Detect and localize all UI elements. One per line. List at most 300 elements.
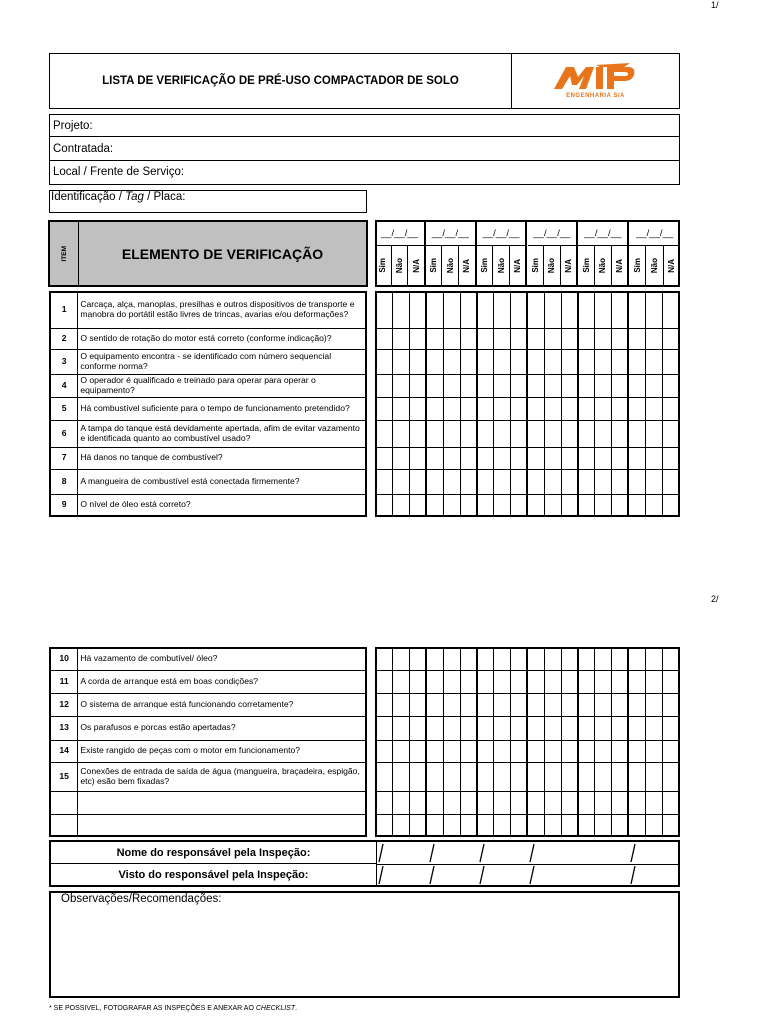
check-cell[interactable] bbox=[511, 292, 528, 328]
check-cell[interactable] bbox=[645, 670, 662, 693]
check-cell[interactable] bbox=[426, 740, 443, 762]
check-cell[interactable] bbox=[595, 328, 612, 349]
check-cell[interactable] bbox=[544, 670, 561, 693]
check-cell[interactable] bbox=[628, 469, 645, 494]
check-cell[interactable] bbox=[544, 740, 561, 762]
check-cell[interactable] bbox=[561, 374, 578, 397]
check-cell[interactable] bbox=[595, 740, 612, 762]
check-cell[interactable] bbox=[477, 469, 494, 494]
check-cell[interactable] bbox=[460, 374, 477, 397]
check-cell[interactable] bbox=[645, 740, 662, 762]
check-cell[interactable] bbox=[511, 397, 528, 420]
check-cell[interactable] bbox=[511, 814, 528, 836]
check-cell[interactable] bbox=[410, 814, 427, 836]
check-cell[interactable] bbox=[561, 814, 578, 836]
check-cell[interactable] bbox=[578, 716, 595, 740]
check-cell[interactable] bbox=[393, 494, 410, 516]
check-cell[interactable] bbox=[561, 791, 578, 814]
check-cell[interactable] bbox=[426, 716, 443, 740]
check-cell[interactable] bbox=[628, 292, 645, 328]
check-cell[interactable] bbox=[443, 740, 460, 762]
check-cell[interactable] bbox=[443, 762, 460, 791]
check-cell[interactable] bbox=[561, 716, 578, 740]
check-cell[interactable] bbox=[494, 420, 511, 447]
check-cell[interactable] bbox=[376, 292, 393, 328]
check-cell[interactable] bbox=[426, 420, 443, 447]
check-cell[interactable] bbox=[628, 494, 645, 516]
check-cell[interactable] bbox=[477, 693, 494, 716]
check-cell[interactable] bbox=[578, 494, 595, 516]
check-cell[interactable] bbox=[443, 494, 460, 516]
check-cell[interactable] bbox=[393, 693, 410, 716]
check-cell[interactable] bbox=[544, 447, 561, 469]
check-cell[interactable] bbox=[393, 447, 410, 469]
check-cell[interactable] bbox=[477, 397, 494, 420]
check-cell[interactable] bbox=[544, 349, 561, 374]
check-cell[interactable] bbox=[628, 420, 645, 447]
check-cell[interactable] bbox=[511, 494, 528, 516]
check-cell[interactable] bbox=[393, 814, 410, 836]
check-cell[interactable] bbox=[595, 494, 612, 516]
check-cell[interactable] bbox=[460, 469, 477, 494]
check-cell[interactable] bbox=[494, 716, 511, 740]
check-cell[interactable] bbox=[511, 670, 528, 693]
check-cell[interactable] bbox=[376, 328, 393, 349]
check-cell[interactable] bbox=[376, 420, 393, 447]
check-cell[interactable] bbox=[578, 693, 595, 716]
check-cell[interactable] bbox=[578, 374, 595, 397]
check-cell[interactable] bbox=[645, 292, 662, 328]
check-cell[interactable] bbox=[662, 374, 679, 397]
check-cell[interactable] bbox=[393, 469, 410, 494]
check-cell[interactable] bbox=[645, 693, 662, 716]
date-field[interactable]: __/__/__ bbox=[375, 222, 424, 246]
check-cell[interactable] bbox=[410, 693, 427, 716]
check-cell[interactable] bbox=[662, 693, 679, 716]
check-cell[interactable] bbox=[460, 397, 477, 420]
check-cell[interactable] bbox=[376, 494, 393, 516]
check-cell[interactable] bbox=[410, 420, 427, 447]
check-cell[interactable] bbox=[477, 349, 494, 374]
check-cell[interactable] bbox=[443, 292, 460, 328]
check-cell[interactable] bbox=[426, 648, 443, 670]
check-cell[interactable] bbox=[561, 494, 578, 516]
check-cell[interactable] bbox=[376, 814, 393, 836]
check-cell[interactable] bbox=[628, 648, 645, 670]
check-cell[interactable] bbox=[645, 648, 662, 670]
check-cell[interactable] bbox=[578, 670, 595, 693]
check-cell[interactable] bbox=[460, 447, 477, 469]
check-cell[interactable] bbox=[376, 762, 393, 791]
check-cell[interactable] bbox=[511, 469, 528, 494]
check-cell[interactable] bbox=[561, 648, 578, 670]
check-cell[interactable] bbox=[393, 349, 410, 374]
check-cell[interactable] bbox=[645, 469, 662, 494]
check-cell[interactable] bbox=[527, 648, 544, 670]
check-cell[interactable] bbox=[511, 740, 528, 762]
check-cell[interactable] bbox=[662, 670, 679, 693]
date-field[interactable]: __/__/__ bbox=[578, 222, 627, 246]
check-cell[interactable] bbox=[511, 791, 528, 814]
check-cell[interactable] bbox=[393, 716, 410, 740]
check-cell[interactable] bbox=[612, 670, 629, 693]
check-cell[interactable] bbox=[527, 791, 544, 814]
check-cell[interactable] bbox=[426, 762, 443, 791]
check-cell[interactable] bbox=[662, 349, 679, 374]
check-cell[interactable] bbox=[561, 397, 578, 420]
check-cell[interactable] bbox=[527, 469, 544, 494]
check-cell[interactable] bbox=[527, 693, 544, 716]
check-cell[interactable] bbox=[595, 693, 612, 716]
check-cell[interactable] bbox=[494, 447, 511, 469]
check-cell[interactable] bbox=[426, 670, 443, 693]
check-cell[interactable] bbox=[494, 469, 511, 494]
check-cell[interactable] bbox=[527, 397, 544, 420]
check-cell[interactable] bbox=[612, 469, 629, 494]
check-cell[interactable] bbox=[578, 469, 595, 494]
check-cell[interactable] bbox=[460, 670, 477, 693]
identificacao-field[interactable] bbox=[49, 190, 367, 213]
check-cell[interactable] bbox=[595, 791, 612, 814]
check-cell[interactable] bbox=[460, 648, 477, 670]
check-cell[interactable] bbox=[426, 447, 443, 469]
check-cell[interactable] bbox=[544, 814, 561, 836]
check-cell[interactable] bbox=[578, 740, 595, 762]
check-cell[interactable] bbox=[511, 328, 528, 349]
check-cell[interactable] bbox=[477, 740, 494, 762]
check-cell[interactable] bbox=[595, 447, 612, 469]
check-cell[interactable] bbox=[561, 447, 578, 469]
check-cell[interactable] bbox=[578, 420, 595, 447]
check-cell[interactable] bbox=[612, 447, 629, 469]
check-cell[interactable] bbox=[460, 292, 477, 328]
check-cell[interactable] bbox=[410, 292, 427, 328]
check-cell[interactable] bbox=[645, 397, 662, 420]
check-cell[interactable] bbox=[527, 670, 544, 693]
check-cell[interactable] bbox=[477, 762, 494, 791]
check-cell[interactable] bbox=[376, 397, 393, 420]
check-cell[interactable] bbox=[628, 670, 645, 693]
check-cell[interactable] bbox=[426, 397, 443, 420]
check-cell[interactable] bbox=[628, 716, 645, 740]
check-cell[interactable] bbox=[544, 716, 561, 740]
check-cell[interactable] bbox=[376, 670, 393, 693]
check-cell[interactable] bbox=[595, 397, 612, 420]
check-cell[interactable] bbox=[393, 328, 410, 349]
check-cell[interactable] bbox=[410, 791, 427, 814]
check-cell[interactable] bbox=[494, 397, 511, 420]
contratada-field[interactable]: Contratada: bbox=[50, 137, 679, 160]
check-cell[interactable] bbox=[494, 374, 511, 397]
check-cell[interactable] bbox=[494, 292, 511, 328]
check-cell[interactable] bbox=[426, 791, 443, 814]
check-cell[interactable] bbox=[511, 374, 528, 397]
observacoes-box[interactable] bbox=[49, 891, 680, 998]
check-cell[interactable] bbox=[494, 814, 511, 836]
check-cell[interactable] bbox=[393, 397, 410, 420]
check-cell[interactable] bbox=[410, 670, 427, 693]
check-cell[interactable] bbox=[376, 374, 393, 397]
check-cell[interactable] bbox=[376, 791, 393, 814]
check-cell[interactable] bbox=[662, 648, 679, 670]
check-cell[interactable] bbox=[578, 648, 595, 670]
check-cell[interactable] bbox=[645, 349, 662, 374]
check-cell[interactable] bbox=[544, 397, 561, 420]
check-cell[interactable] bbox=[595, 469, 612, 494]
check-cell[interactable] bbox=[443, 791, 460, 814]
check-cell[interactable] bbox=[376, 740, 393, 762]
check-cell[interactable] bbox=[561, 328, 578, 349]
check-cell[interactable] bbox=[612, 292, 629, 328]
check-cell[interactable] bbox=[477, 648, 494, 670]
check-cell[interactable] bbox=[376, 693, 393, 716]
check-cell[interactable] bbox=[443, 374, 460, 397]
check-cell[interactable] bbox=[578, 447, 595, 469]
check-cell[interactable] bbox=[628, 762, 645, 791]
check-cell[interactable] bbox=[527, 292, 544, 328]
check-cell[interactable] bbox=[645, 762, 662, 791]
check-cell[interactable] bbox=[443, 349, 460, 374]
check-cell[interactable] bbox=[561, 292, 578, 328]
check-cell[interactable] bbox=[544, 469, 561, 494]
check-cell[interactable] bbox=[426, 469, 443, 494]
check-cell[interactable] bbox=[494, 494, 511, 516]
check-cell[interactable] bbox=[544, 693, 561, 716]
check-cell[interactable] bbox=[426, 494, 443, 516]
check-cell[interactable] bbox=[511, 420, 528, 447]
check-cell[interactable] bbox=[477, 328, 494, 349]
check-cell[interactable] bbox=[544, 292, 561, 328]
check-cell[interactable] bbox=[443, 693, 460, 716]
check-cell[interactable] bbox=[544, 494, 561, 516]
check-cell[interactable] bbox=[544, 762, 561, 791]
check-cell[interactable] bbox=[460, 762, 477, 791]
check-cell[interactable] bbox=[477, 374, 494, 397]
check-cell[interactable] bbox=[426, 693, 443, 716]
check-cell[interactable] bbox=[595, 374, 612, 397]
check-cell[interactable] bbox=[527, 740, 544, 762]
check-cell[interactable] bbox=[376, 447, 393, 469]
check-cell[interactable] bbox=[595, 814, 612, 836]
check-cell[interactable] bbox=[628, 397, 645, 420]
check-cell[interactable] bbox=[494, 740, 511, 762]
check-cell[interactable] bbox=[578, 328, 595, 349]
check-cell[interactable] bbox=[662, 716, 679, 740]
check-cell[interactable] bbox=[477, 791, 494, 814]
check-cell[interactable] bbox=[595, 648, 612, 670]
check-cell[interactable] bbox=[410, 469, 427, 494]
check-cell[interactable] bbox=[460, 740, 477, 762]
check-cell[interactable] bbox=[662, 762, 679, 791]
check-cell[interactable] bbox=[443, 447, 460, 469]
check-cell[interactable] bbox=[443, 814, 460, 836]
check-cell[interactable] bbox=[612, 374, 629, 397]
check-cell[interactable] bbox=[612, 494, 629, 516]
local-field[interactable]: Local / Frente de Serviço: bbox=[53, 166, 185, 179]
check-cell[interactable] bbox=[443, 716, 460, 740]
check-cell[interactable] bbox=[645, 447, 662, 469]
check-cell[interactable] bbox=[595, 762, 612, 791]
check-cell[interactable] bbox=[460, 420, 477, 447]
check-cell[interactable] bbox=[628, 693, 645, 716]
check-cell[interactable] bbox=[628, 791, 645, 814]
check-cell[interactable] bbox=[561, 420, 578, 447]
check-cell[interactable] bbox=[410, 762, 427, 791]
check-cell[interactable] bbox=[662, 292, 679, 328]
check-cell[interactable] bbox=[645, 494, 662, 516]
check-cell[interactable] bbox=[595, 716, 612, 740]
check-cell[interactable] bbox=[443, 648, 460, 670]
check-cell[interactable] bbox=[477, 292, 494, 328]
check-cell[interactable] bbox=[426, 328, 443, 349]
check-cell[interactable] bbox=[578, 814, 595, 836]
check-cell[interactable] bbox=[477, 670, 494, 693]
check-cell[interactable] bbox=[645, 420, 662, 447]
check-cell[interactable] bbox=[511, 693, 528, 716]
check-cell[interactable] bbox=[612, 397, 629, 420]
check-cell[interactable] bbox=[477, 420, 494, 447]
check-cell[interactable] bbox=[494, 648, 511, 670]
check-cell[interactable] bbox=[410, 648, 427, 670]
check-cell[interactable] bbox=[410, 397, 427, 420]
check-cell[interactable] bbox=[460, 814, 477, 836]
check-cell[interactable] bbox=[410, 447, 427, 469]
check-cell[interactable] bbox=[393, 374, 410, 397]
check-cell[interactable] bbox=[527, 814, 544, 836]
check-cell[interactable] bbox=[410, 374, 427, 397]
check-cell[interactable] bbox=[561, 349, 578, 374]
check-cell[interactable] bbox=[393, 420, 410, 447]
check-cell[interactable] bbox=[628, 740, 645, 762]
check-cell[interactable] bbox=[376, 648, 393, 670]
check-cell[interactable] bbox=[544, 791, 561, 814]
check-cell[interactable] bbox=[527, 420, 544, 447]
check-cell[interactable] bbox=[426, 374, 443, 397]
check-cell[interactable] bbox=[544, 420, 561, 447]
check-cell[interactable] bbox=[578, 397, 595, 420]
date-field[interactable]: __/__/__ bbox=[629, 222, 680, 246]
check-cell[interactable] bbox=[527, 762, 544, 791]
check-cell[interactable] bbox=[477, 716, 494, 740]
check-cell[interactable] bbox=[511, 447, 528, 469]
check-cell[interactable] bbox=[494, 791, 511, 814]
check-cell[interactable] bbox=[494, 328, 511, 349]
date-field[interactable]: __/__/__ bbox=[528, 222, 577, 246]
check-cell[interactable] bbox=[561, 762, 578, 791]
projeto-field[interactable]: Projeto: bbox=[50, 115, 679, 137]
check-cell[interactable] bbox=[561, 740, 578, 762]
check-cell[interactable] bbox=[477, 447, 494, 469]
check-cell[interactable] bbox=[460, 328, 477, 349]
check-cell[interactable] bbox=[460, 494, 477, 516]
check-cell[interactable] bbox=[612, 349, 629, 374]
check-cell[interactable] bbox=[662, 740, 679, 762]
check-cell[interactable] bbox=[477, 814, 494, 836]
check-cell[interactable] bbox=[426, 814, 443, 836]
check-cell[interactable] bbox=[544, 328, 561, 349]
check-cell[interactable] bbox=[561, 693, 578, 716]
check-cell[interactable] bbox=[628, 447, 645, 469]
check-cell[interactable] bbox=[443, 397, 460, 420]
check-cell[interactable] bbox=[578, 791, 595, 814]
check-cell[interactable] bbox=[662, 420, 679, 447]
check-cell[interactable] bbox=[612, 814, 629, 836]
check-cell[interactable] bbox=[662, 397, 679, 420]
check-cell[interactable] bbox=[393, 292, 410, 328]
check-cell[interactable] bbox=[578, 292, 595, 328]
check-cell[interactable] bbox=[376, 349, 393, 374]
check-cell[interactable] bbox=[612, 328, 629, 349]
check-cell[interactable] bbox=[578, 762, 595, 791]
check-cell[interactable] bbox=[612, 762, 629, 791]
check-cell[interactable] bbox=[527, 374, 544, 397]
date-field[interactable]: __/__/__ bbox=[477, 222, 526, 246]
check-cell[interactable] bbox=[443, 469, 460, 494]
check-cell[interactable] bbox=[527, 716, 544, 740]
check-cell[interactable] bbox=[410, 494, 427, 516]
check-cell[interactable] bbox=[393, 740, 410, 762]
check-cell[interactable] bbox=[527, 494, 544, 516]
check-cell[interactable] bbox=[645, 814, 662, 836]
check-cell[interactable] bbox=[628, 328, 645, 349]
check-cell[interactable] bbox=[612, 740, 629, 762]
check-cell[interactable] bbox=[612, 693, 629, 716]
check-cell[interactable] bbox=[527, 328, 544, 349]
check-cell[interactable] bbox=[544, 648, 561, 670]
check-cell[interactable] bbox=[460, 791, 477, 814]
check-cell[interactable] bbox=[393, 762, 410, 791]
check-cell[interactable] bbox=[595, 349, 612, 374]
check-cell[interactable] bbox=[561, 469, 578, 494]
check-cell[interactable] bbox=[443, 420, 460, 447]
check-cell[interactable] bbox=[561, 670, 578, 693]
check-cell[interactable] bbox=[612, 420, 629, 447]
check-cell[interactable] bbox=[628, 349, 645, 374]
check-cell[interactable] bbox=[477, 494, 494, 516]
check-cell[interactable] bbox=[393, 791, 410, 814]
check-cell[interactable] bbox=[410, 349, 427, 374]
check-cell[interactable] bbox=[511, 349, 528, 374]
check-cell[interactable] bbox=[426, 349, 443, 374]
check-cell[interactable] bbox=[511, 716, 528, 740]
check-cell[interactable] bbox=[662, 494, 679, 516]
check-cell[interactable] bbox=[527, 447, 544, 469]
check-cell[interactable] bbox=[645, 716, 662, 740]
check-cell[interactable] bbox=[393, 648, 410, 670]
check-cell[interactable] bbox=[612, 716, 629, 740]
check-cell[interactable] bbox=[511, 648, 528, 670]
check-cell[interactable] bbox=[628, 814, 645, 836]
check-cell[interactable] bbox=[410, 740, 427, 762]
check-cell[interactable] bbox=[662, 469, 679, 494]
check-cell[interactable] bbox=[578, 349, 595, 374]
check-cell[interactable] bbox=[662, 814, 679, 836]
check-cell[interactable] bbox=[410, 328, 427, 349]
check-cell[interactable] bbox=[662, 447, 679, 469]
check-cell[interactable] bbox=[410, 716, 427, 740]
check-cell[interactable] bbox=[460, 693, 477, 716]
check-cell[interactable] bbox=[443, 670, 460, 693]
check-cell[interactable] bbox=[494, 693, 511, 716]
check-cell[interactable] bbox=[645, 328, 662, 349]
check-cell[interactable] bbox=[376, 716, 393, 740]
check-cell[interactable] bbox=[595, 420, 612, 447]
check-cell[interactable] bbox=[443, 328, 460, 349]
check-cell[interactable] bbox=[494, 349, 511, 374]
check-cell[interactable] bbox=[544, 374, 561, 397]
check-cell[interactable] bbox=[393, 670, 410, 693]
check-cell[interactable] bbox=[645, 791, 662, 814]
